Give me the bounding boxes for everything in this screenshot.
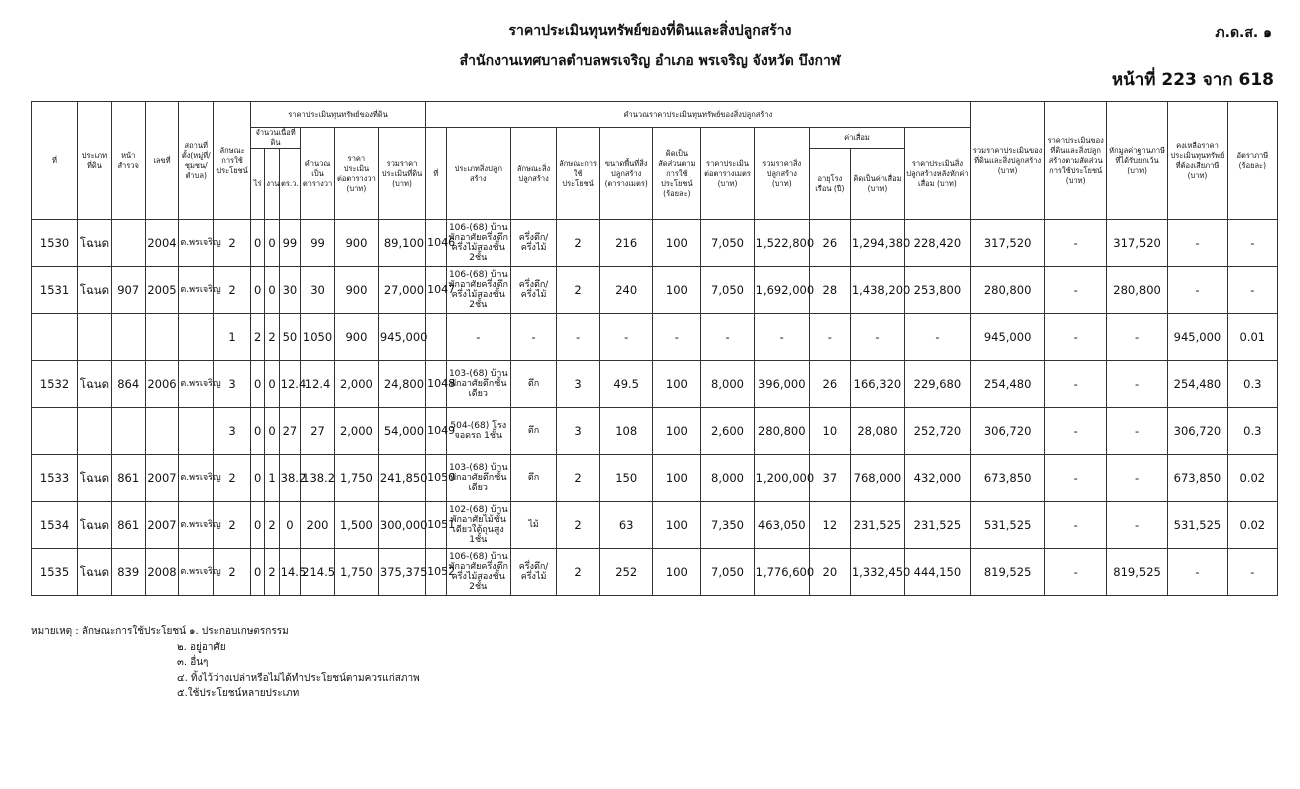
col-ratio: คิดเป็นสัดส่วนตามการใช้ประโยชน์ (ร้อยละ) — [653, 128, 701, 220]
note-line: ๕.ใช้ประโยชน์หลายประเภท — [177, 688, 300, 699]
table-cell: 861 — [111, 502, 145, 549]
table-cell: 2 — [214, 455, 251, 502]
col-calc-wa: คำนวณเป็นตารางวา — [301, 128, 335, 220]
table-cell: 30 — [279, 267, 300, 314]
table-cell: 317,520 — [970, 220, 1045, 267]
table-cell: 27 — [301, 408, 335, 455]
table-cell: 3 — [557, 408, 600, 455]
table-cell: 280,800 — [970, 267, 1045, 314]
table-cell: - — [1106, 361, 1167, 408]
table-cell: 7,050 — [701, 220, 754, 267]
col-price-sqm: ราคาประเมินต่อตารางเมตร (บาท) — [701, 128, 754, 220]
table-cell: 1046 — [426, 220, 446, 267]
col-ngan: งาน — [265, 149, 279, 220]
table-cell: 280,800 — [754, 408, 809, 455]
table-cell: 1,776,600 — [754, 549, 809, 596]
col-usage: ลักษณะการใช้ประโยชน์ — [214, 102, 251, 220]
table-cell: - — [1045, 408, 1106, 455]
table-cell: 280,800 — [1106, 267, 1167, 314]
table-cell — [111, 220, 145, 267]
table-cell: 1535 — [32, 549, 78, 596]
col-bldg-total: รวมราคาสิ่งปลูกสร้าง (บาท) — [754, 128, 809, 220]
table-cell — [111, 314, 145, 361]
table-cell: 1,692,000 — [754, 267, 809, 314]
table-cell: - — [1045, 220, 1106, 267]
table-row — [32, 220, 1278, 267]
table-cell: 106-(68) บ้านพักอาศัยครึ่งตึกครึ่งไม้สองชั้น 2ชั้น — [446, 267, 510, 314]
table-cell: ตึก — [511, 455, 557, 502]
col-after-dep: ราคาประเมินสิ่งปลูกสร้างหลังหักค่าเสื่อม (บาท) — [905, 128, 971, 220]
table-cell: 2007 — [145, 455, 179, 502]
table-cell: 2,600 — [701, 408, 754, 455]
table-cell: 2007 — [145, 502, 179, 549]
table-cell: 100 — [653, 502, 701, 549]
table-cell: โฉนด — [78, 220, 112, 267]
table-cell: 0.01 — [1227, 314, 1277, 361]
table-cell: 7,350 — [701, 502, 754, 549]
table-cell: 1,200,000 — [754, 455, 809, 502]
table-cell: 231,525 — [905, 502, 971, 549]
table-cell: 100 — [653, 361, 701, 408]
table-cell: 1 — [265, 455, 279, 502]
col-price-wa: ราคาประเมินต่อตารางวา (บาท) — [334, 128, 378, 220]
table-cell — [78, 408, 112, 455]
table-cell: - — [1045, 455, 1106, 502]
table-cell: 1049 — [426, 408, 446, 455]
table-cell: - — [1168, 267, 1227, 314]
table-cell: 317,520 — [1106, 220, 1167, 267]
table-cell: - — [1106, 502, 1167, 549]
table-row — [32, 455, 1278, 502]
col-remaining: คงเหลือราคาประเมินทุนทรัพย์ที่ต้องเสียภาษี (บาท) — [1168, 102, 1227, 220]
table-cell: - — [1106, 455, 1167, 502]
table-cell: 228,420 — [905, 220, 971, 267]
table-cell: 0 — [251, 267, 265, 314]
table-cell: 138.2 — [301, 455, 335, 502]
col-location: สถานที่ตั้ง(หมู่ที่/ชุมชน/ตำบล) — [179, 102, 214, 220]
table-cell: - — [1045, 267, 1106, 314]
table-cell: 0 — [265, 220, 279, 267]
table-cell: 768,000 — [850, 455, 904, 502]
table-cell: - — [850, 314, 904, 361]
table-cell: 0 — [265, 408, 279, 455]
table-cell: 2004 — [145, 220, 179, 267]
group-depreciation: ค่าเสื่อม — [809, 128, 904, 149]
table-cell: 2008 — [145, 549, 179, 596]
table-cell: 0 — [279, 502, 300, 549]
office-name: สำนักงานเทศบาลตำบลพรเจริญ อำเภอ พรเจริญ จังหวัด บึงกาฬ — [459, 53, 841, 69]
table-cell: 100 — [653, 267, 701, 314]
table-row — [32, 267, 1278, 314]
table-cell: 26 — [809, 220, 850, 267]
table-cell: 900 — [334, 267, 378, 314]
table-cell: 907 — [111, 267, 145, 314]
table-cell: 100 — [653, 455, 701, 502]
col-no: ที่ — [32, 102, 78, 220]
table-cell — [145, 314, 179, 361]
table-cell: 2 — [265, 549, 279, 596]
notes — [31, 624, 420, 702]
table-cell: 861 — [111, 455, 145, 502]
assessment-table — [31, 101, 1278, 596]
table-cell: 1531 — [32, 267, 78, 314]
table-cell: - — [701, 314, 754, 361]
table-cell: 2 — [557, 267, 600, 314]
col-wa: ตร.ว. — [279, 149, 300, 220]
table-cell: ตึก — [511, 361, 557, 408]
table-cell: 254,480 — [1168, 361, 1227, 408]
table-cell: 100 — [653, 220, 701, 267]
col-bldg-char: ลักษณะสิ่งปลูกสร้าง — [511, 128, 557, 220]
table-cell: 2 — [557, 455, 600, 502]
table-cell: 1,500 — [334, 502, 378, 549]
table-cell: 531,525 — [1168, 502, 1227, 549]
table-cell: 1,750 — [334, 455, 378, 502]
table-cell: 108 — [600, 408, 653, 455]
table-cell: 50 — [279, 314, 300, 361]
col-page-survey: หน้าสำรวจ — [111, 102, 145, 220]
table-cell: 1533 — [32, 455, 78, 502]
table-cell: 28 — [809, 267, 850, 314]
table-cell: 24,800 — [378, 361, 425, 408]
col-land-type: ประเภทที่ดิน — [78, 102, 112, 220]
table-cell: ต.พรเจริญ — [179, 502, 214, 549]
table-cell: - — [1106, 408, 1167, 455]
table-cell: 1051 — [426, 502, 446, 549]
table-cell: 945,000 — [378, 314, 425, 361]
col-bldg-no: ที่ — [426, 128, 446, 220]
table-cell — [179, 314, 214, 361]
table-cell: โฉนด — [78, 502, 112, 549]
table-cell: 103-(68) บ้านพักอาศัยตึกชั้นเดียว — [446, 455, 510, 502]
table-cell: - — [557, 314, 600, 361]
table-cell: 100 — [653, 408, 701, 455]
table-cell: 3 — [214, 361, 251, 408]
table-cell — [111, 408, 145, 455]
table-cell — [78, 314, 112, 361]
table-cell: 2 — [214, 549, 251, 596]
table-cell: 0 — [265, 361, 279, 408]
table-cell: 375,375 — [378, 549, 425, 596]
table-cell: 214.5 — [301, 549, 335, 596]
table-cell: 240 — [600, 267, 653, 314]
table-cell: 504-(68) โรงจอดรถ 1ชั้น — [446, 408, 510, 455]
table-cell: 252,720 — [905, 408, 971, 455]
table-cell: - — [1045, 314, 1106, 361]
table-row — [32, 314, 1278, 361]
table-cell: 0 — [251, 455, 265, 502]
table-cell — [145, 408, 179, 455]
table-cell: 945,000 — [1168, 314, 1227, 361]
table-cell: 7,050 — [701, 549, 754, 596]
table-cell: 2,000 — [334, 361, 378, 408]
table-row — [32, 361, 1278, 408]
table-cell: - — [1227, 220, 1277, 267]
table-cell: 89,100 — [378, 220, 425, 267]
table-cell: 0.3 — [1227, 408, 1277, 455]
table-cell: 300,000 — [378, 502, 425, 549]
table-body — [32, 220, 1278, 596]
table-cell: - — [653, 314, 701, 361]
table-cell: 1,438,200 — [850, 267, 904, 314]
table-cell: โฉนด — [78, 549, 112, 596]
table-cell: - — [1045, 549, 1106, 596]
table-cell: โฉนด — [78, 361, 112, 408]
table-cell: - — [1227, 267, 1277, 314]
table-cell: 254,480 — [970, 361, 1045, 408]
page-indicator: หน้าที่ 223 จาก 618 — [1111, 70, 1274, 90]
table-cell: 2 — [214, 502, 251, 549]
table-cell: 1050 — [301, 314, 335, 361]
table-cell: 14.5 — [279, 549, 300, 596]
col-deduction: หักมูลค่าฐานภาษีที่ได้รับยกเว้น (บาท) — [1106, 102, 1167, 220]
table-cell: 99 — [279, 220, 300, 267]
table-cell: ต.พรเจริญ — [179, 267, 214, 314]
col-bldg-usage: ลักษณะการใช้ประโยชน์ — [557, 128, 600, 220]
table-cell: 0 — [251, 361, 265, 408]
table-cell: 0 — [251, 502, 265, 549]
table-cell: 0 — [265, 267, 279, 314]
table-cell: - — [511, 314, 557, 361]
table-cell: 0 — [251, 549, 265, 596]
table-cell: 2 — [214, 267, 251, 314]
group-building: คำนวณราคาประเมินทุนทรัพย์ของสิ่งปลูกสร้าง — [426, 102, 971, 128]
table-cell: 253,800 — [905, 267, 971, 314]
table-cell: 200 — [301, 502, 335, 549]
table-cell: 0 — [251, 220, 265, 267]
table-cell: 2 — [265, 502, 279, 549]
group-area: จำนวนเนื้อที่ดิน — [251, 128, 301, 149]
table-cell: 945,000 — [970, 314, 1045, 361]
note-line: ๔. ทิ้งไว้ว่างเปล่าหรือไม่ได้ทำประโยชน์ตามควรแก่สภาพ — [177, 672, 420, 684]
table-cell: ครึ่งตึก/ครึ่งไม้ — [511, 549, 557, 596]
table-cell: 0.3 — [1227, 361, 1277, 408]
table-cell: 531,525 — [970, 502, 1045, 549]
table-cell: 229,680 — [905, 361, 971, 408]
report-title: ราคาประเมินทุนทรัพย์ของที่ดินและสิ่งปลูกสร้าง — [508, 23, 792, 39]
table-cell: 463,050 — [754, 502, 809, 549]
table-cell: 1,522,800 — [754, 220, 809, 267]
table-cell — [426, 314, 446, 361]
table-cell: 444,150 — [905, 549, 971, 596]
table-cell: 12 — [809, 502, 850, 549]
table-cell: 241,850 — [378, 455, 425, 502]
table-row — [32, 502, 1278, 549]
table-cell: 10 — [809, 408, 850, 455]
table-cell — [32, 314, 78, 361]
table-cell: 102-(68) บ้านพักอาศัยไม้ชั้นเดียวใต้ถุนสูง 1ชั้น — [446, 502, 510, 549]
col-ratio-value: ราคาประเมินของที่ดินและสิ่งปลูกสร้างตามสัดส่วนการใช้ประโยชน์ (บาท) — [1045, 102, 1106, 220]
note-line: ๒. อยู่อาศัย — [177, 641, 226, 653]
note-line: หมายเหตุ : ลักษณะการใช้ประโยชน์ ๑. ประกอบเกษตรกรรม — [31, 626, 289, 637]
table-cell: ต.พรเจริญ — [179, 220, 214, 267]
table-cell: 306,720 — [970, 408, 1045, 455]
table-cell: 1532 — [32, 361, 78, 408]
table-cell: โฉนด — [78, 455, 112, 502]
table-cell: - — [1045, 361, 1106, 408]
table-cell: 2006 — [145, 361, 179, 408]
table-cell: 0 — [251, 408, 265, 455]
col-age: อายุโรงเรือน (ปี) — [809, 149, 850, 220]
col-tax-rate: อัตราภาษี (ร้อยละ) — [1227, 102, 1277, 220]
table-cell: ครึ่งตึก/ครึ่งไม้ — [511, 220, 557, 267]
col-number: เลขที่ — [145, 102, 179, 220]
table-cell: 396,000 — [754, 361, 809, 408]
table-cell: ต.พรเจริญ — [179, 455, 214, 502]
table-cell: 99 — [301, 220, 335, 267]
table-cell: 8,000 — [701, 455, 754, 502]
table-cell: 30 — [301, 267, 335, 314]
table-row — [32, 549, 1278, 596]
table-cell: 1050 — [426, 455, 446, 502]
table-cell: 1 — [214, 314, 251, 361]
note-line: ๓. อื่นๆ — [177, 657, 209, 668]
table-cell: 819,525 — [1106, 549, 1167, 596]
table-cell: 252 — [600, 549, 653, 596]
table-cell: 37 — [809, 455, 850, 502]
col-bldg-type: ประเภทสิ่งปลูกสร้าง — [446, 128, 510, 220]
table-cell: 103-(68) บ้านพักอาศัยตึกชั้นเดียว — [446, 361, 510, 408]
table-cell: - — [809, 314, 850, 361]
table-cell: - — [446, 314, 510, 361]
col-bldg-area: ขนาดพื้นที่สิ่งปลูกสร้าง (ตารางเมตร) — [600, 128, 653, 220]
table-cell: 1,750 — [334, 549, 378, 596]
table-cell: 216 — [600, 220, 653, 267]
table-cell: ตึก — [511, 408, 557, 455]
table-cell: 2 — [557, 220, 600, 267]
table-cell: 673,850 — [1168, 455, 1227, 502]
table-cell — [179, 408, 214, 455]
table-cell: 1534 — [32, 502, 78, 549]
table-cell: 1052 — [426, 549, 446, 596]
table-cell: 7,050 — [701, 267, 754, 314]
table-cell: - — [1045, 502, 1106, 549]
table-cell: 231,525 — [850, 502, 904, 549]
col-grand-total: รวมราคาประเมินของที่ดินและสิ่งปลูกสร้าง (บาท) — [970, 102, 1045, 220]
col-land-total: รวมราคาประเมินที่ดิน (บาท) — [378, 128, 425, 220]
table-cell: 1047 — [426, 267, 446, 314]
table-cell: 26 — [809, 361, 850, 408]
table-cell: 63 — [600, 502, 653, 549]
table-cell: - — [1168, 549, 1227, 596]
table-cell: 100 — [653, 549, 701, 596]
table-cell: 2 — [557, 549, 600, 596]
table-cell: 819,525 — [970, 549, 1045, 596]
table-cell: 27,000 — [378, 267, 425, 314]
table-cell: 12.4 — [279, 361, 300, 408]
table-cell: 2,000 — [334, 408, 378, 455]
table-row — [32, 408, 1278, 455]
table-cell: 3 — [557, 361, 600, 408]
form-code: ภ.ด.ส. ๑ — [1215, 25, 1272, 41]
table-cell: 1530 — [32, 220, 78, 267]
table-cell: 2 — [251, 314, 265, 361]
table-cell: ไม้ — [511, 502, 557, 549]
table-cell: 150 — [600, 455, 653, 502]
table-cell: - — [1168, 220, 1227, 267]
col-rai: ไร่ — [251, 149, 265, 220]
table-cell: 1,294,380 — [850, 220, 904, 267]
table-cell: 20 — [809, 549, 850, 596]
table-cell: 28,080 — [850, 408, 904, 455]
table-cell — [32, 408, 78, 455]
table-cell: 1048 — [426, 361, 446, 408]
table-cell: 0.02 — [1227, 455, 1277, 502]
table-cell: 864 — [111, 361, 145, 408]
table-cell: 306,720 — [1168, 408, 1227, 455]
table-cell: 49.5 — [600, 361, 653, 408]
table-cell: ครึ่งตึก/ครึ่งไม้ — [511, 267, 557, 314]
table-cell: - — [905, 314, 971, 361]
table-cell: - — [1106, 314, 1167, 361]
table-cell: 900 — [334, 314, 378, 361]
table-cell: 166,320 — [850, 361, 904, 408]
table-cell: 900 — [334, 220, 378, 267]
table-cell: โฉนด — [78, 267, 112, 314]
table-cell: - — [754, 314, 809, 361]
table-cell: 3 — [214, 408, 251, 455]
table-cell: 38.2 — [279, 455, 300, 502]
table-cell: - — [600, 314, 653, 361]
table-cell: 106-(68) บ้านพักอาศัยครึ่งตึกครึ่งไม้สองชั้น 2ชั้น — [446, 220, 510, 267]
table-cell: 839 — [111, 549, 145, 596]
table-cell: 1,332,450 — [850, 549, 904, 596]
table-cell: 432,000 — [905, 455, 971, 502]
col-dep-amount: คิดเป็นค่าเสื่อม (บาท) — [850, 149, 904, 220]
table-cell: 2 — [265, 314, 279, 361]
table-cell: 27 — [279, 408, 300, 455]
table-cell: 2 — [557, 502, 600, 549]
table-cell: ต.พรเจริญ — [179, 361, 214, 408]
table-cell: ต.พรเจริญ — [179, 549, 214, 596]
table-cell: 8,000 — [701, 361, 754, 408]
table-cell: 106-(68) บ้านพักอาศัยครึ่งตึกครึ่งไม้สองชั้น 2ชั้น — [446, 549, 510, 596]
table-cell: 54,000 — [378, 408, 425, 455]
group-land: ราคาประเมินทุนทรัพย์ของที่ดิน — [251, 102, 426, 128]
table-cell: 2005 — [145, 267, 179, 314]
table-cell: - — [1227, 549, 1277, 596]
table-cell: 0.02 — [1227, 502, 1277, 549]
table-cell: 12.4 — [301, 361, 335, 408]
table-cell: 2 — [214, 220, 251, 267]
table-cell: 673,850 — [970, 455, 1045, 502]
